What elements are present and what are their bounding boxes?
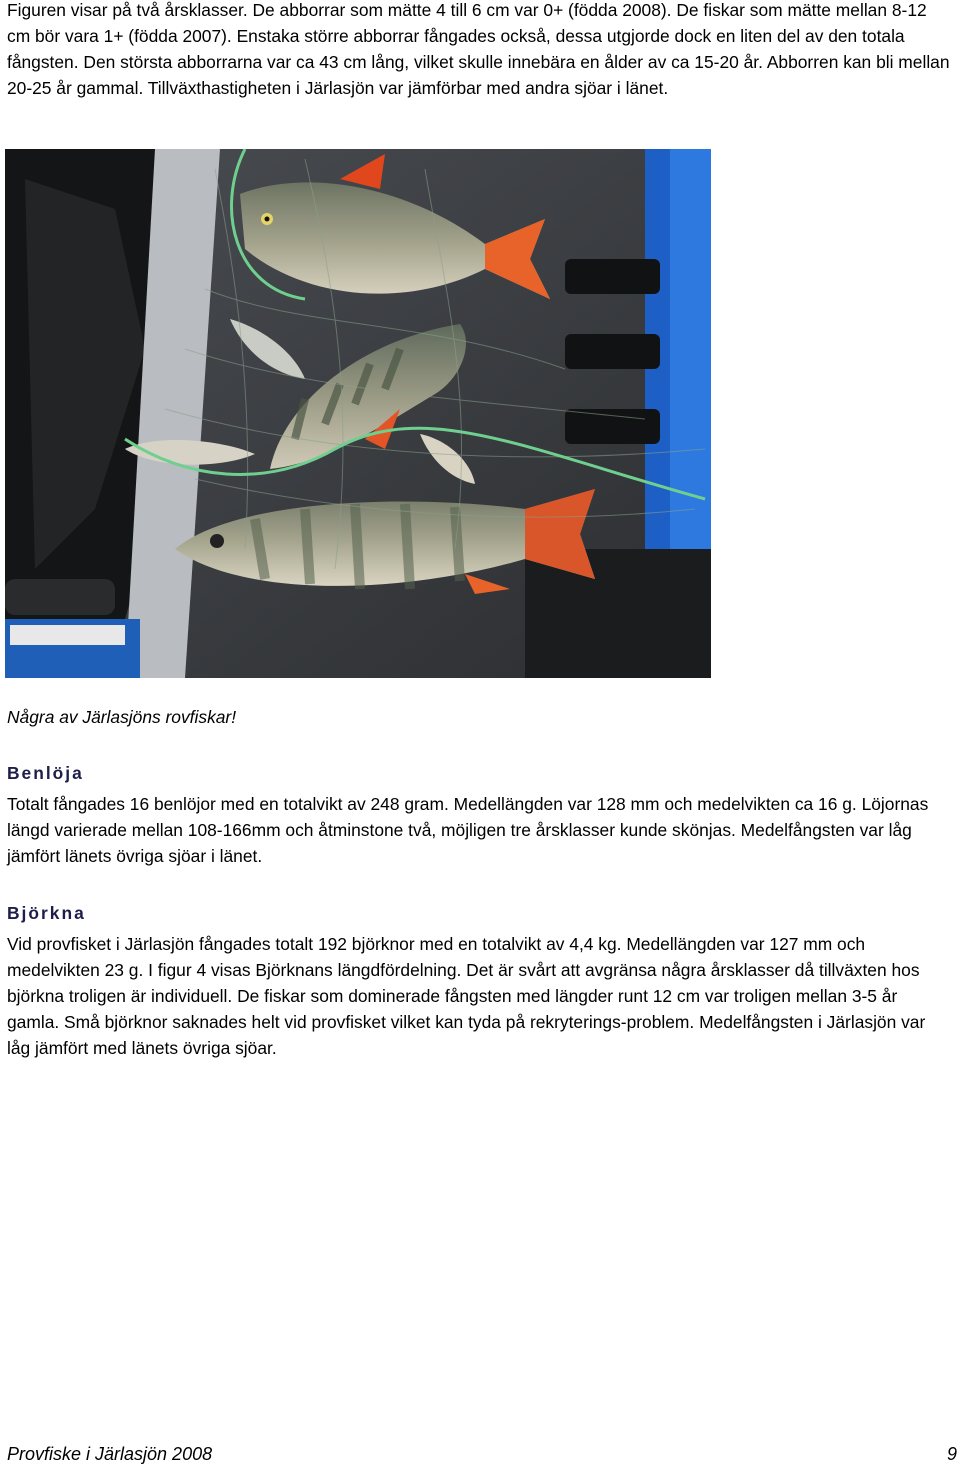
- section-heading-bjorkna: Björkna: [7, 903, 86, 923]
- intro-paragraph: Figuren visar på två årsklasser. De abborrar som mätte 4 till 6 cm var 0+ (födda 2008). De fiskar som mätte mellan 8-12 cm bör vara 1+ (födda 2007). Enstaka större abborrar fångades också, dessa utgjorde dock en liten del av den totala fångsten. Den största abborrarna var ca 43 cm lång, vilket skulle innebära en ålder av ca 15-20 år. Abborren kan bli mellan 20-25 år gammal. Tillväxthastigheten i Järlasjön var jämförbar med andra sjöar i länet.: [7, 0, 950, 98]
- section-text-bjorkna: Vid provfisket i Järlasjön fångades totalt 192 björknor med en totalvikt av 4,4 kg. Medellängden var 127 mm och medelvikten 23 g. I figur 4 visas Björknans längdfördelning. Det är svårt att avgränsa några årsklasser då tillväxten hos björkna troligen är individuell. De fiskar som dominerade fångsten med längder runt 12 cm var troligen mellan 3-5 år gamla. Små björknor saknades helt vid provfisket vilket kan tyda på rekryterings-problem. Medelfångsten i Järlasjön var låg jämfört med länets övriga sjöar.: [7, 934, 926, 1058]
- fish-photo: [5, 149, 711, 678]
- footer-title: Provfiske i Järlasjön 2008: [7, 1444, 213, 1464]
- section-heading-benloja: Benlöja: [7, 763, 84, 783]
- section-text-benloja: Totalt fångades 16 benlöjor med en totalvikt av 248 gram. Medellängden var 128 mm och medelvikten ca 16 g. Löjornas längd varierade mellan 108-166mm och åtminstone två, möjligen tre årsklasser kunde skönjas. Medelfångsten var låg jämfört länets övriga sjöar i länet.: [7, 794, 929, 866]
- fish-photo-illustration: [5, 149, 711, 678]
- page-number: 9: [946, 1444, 957, 1464]
- photo-caption: Några av Järlasjöns rovfiskar!: [7, 707, 237, 727]
